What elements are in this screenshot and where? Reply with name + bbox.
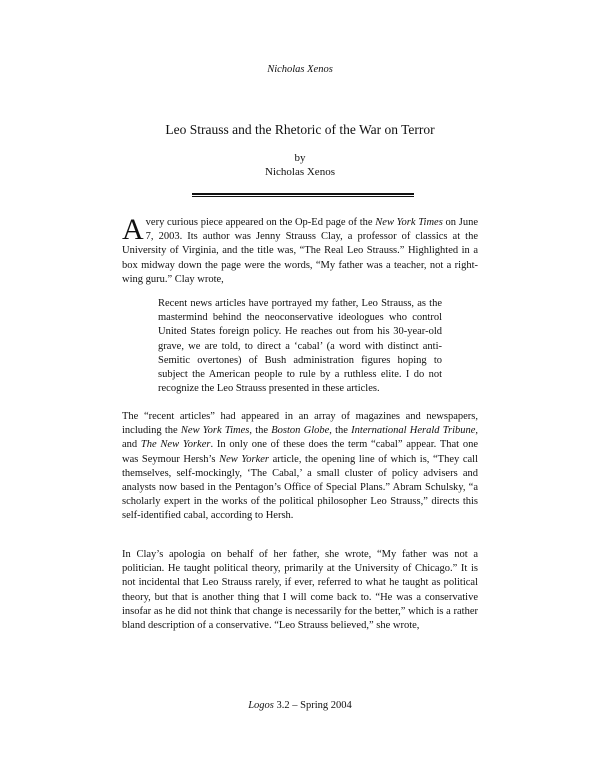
publication-title: International Herald Tribune xyxy=(351,425,476,437)
running-head: Nicholas Xenos xyxy=(267,64,333,75)
byline-author: Nicholas Xenos xyxy=(265,166,335,178)
journal-issue: 3.2 – Spring 2004 xyxy=(273,700,352,711)
paragraph-text: The “recent articles” had appeared in an array of magazines and newspapers, including the xyxy=(122,411,478,437)
byline-by: by xyxy=(294,152,306,164)
paragraph-text: on June 7, 2003. Its author was Jenny Strauss Clay, a professor of classics at the University of Virginia, and the title was, “The Real Leo Strauss.” Highlighted in a box midway down the page were the words, “My father was a teacher, not a right-wing guru.” Clay wrote, xyxy=(122,217,479,285)
paragraph-text: , the xyxy=(249,425,272,437)
publication-title: New York Times xyxy=(180,425,250,437)
publication-title: New York Times xyxy=(375,217,443,228)
paragraph-text: . In only one of these does the term “cabal” appear. That one was Seymour Hersh’s xyxy=(122,439,478,465)
paragraph-apologia: In Clay’s apologia on behalf of her father, she wrote, “My father was not a politician. He taught political theory, primarily at the University of Chicago.” It is not incidental that Leo Strauss rarely, if ever, referred to what he taught as political theory, but that is another thing that I will come back to. “He was a conservative insofar as he did not think that change is necessarily for the better,” which is a rather bland description of a conservative. “Leo Strauss believed,” she wrote, xyxy=(122,549,478,632)
paragraph-text: , the xyxy=(329,425,352,437)
journal-name: Logos xyxy=(248,700,274,711)
title-divider-rule xyxy=(192,193,414,197)
block-quote: Recent news articles have portrayed my father, Leo Strauss, as the mastermind behind the neoconservative ideologues who control United States foreign policy. He reaches out from his 30-year-old grave, we are told, to direct a ‘cabal’ (a word with distinct anti-Semitic overtones) of Bush administration figures hoping to subject the American people to rule by a ruthless elite. I do not recognize the Leo Strauss presented in these articles. xyxy=(158,298,442,395)
paragraph-text: very curious piece appeared on the Op-Ed page of the xyxy=(145,217,376,228)
article-title: Leo Strauss and the Rhetoric of the War on Terror xyxy=(165,122,435,137)
page-footer xyxy=(0,700,600,711)
paragraph-text: article, the opening line of which is, “They call themselves, self-mockingly, ‘The Cabal,’ a small cluster of policy advisers and analysts now based in the Pentagon’s Office of Special Plans.” Abram Schulsky, “a scholarly expert in the works of the political philosopher Leo Strauss,” directs this self-identified cabal, according to Hersh. xyxy=(122,453,479,522)
publication-title: New Yorker xyxy=(219,453,269,465)
publication-title: The New Yorker xyxy=(140,439,211,451)
drop-cap: A xyxy=(122,213,144,246)
paragraph-recent-articles xyxy=(122,410,478,524)
publication-title: Boston Globe xyxy=(271,425,330,437)
paragraph-opening xyxy=(122,213,479,287)
paragraph-text: , and xyxy=(122,425,479,451)
